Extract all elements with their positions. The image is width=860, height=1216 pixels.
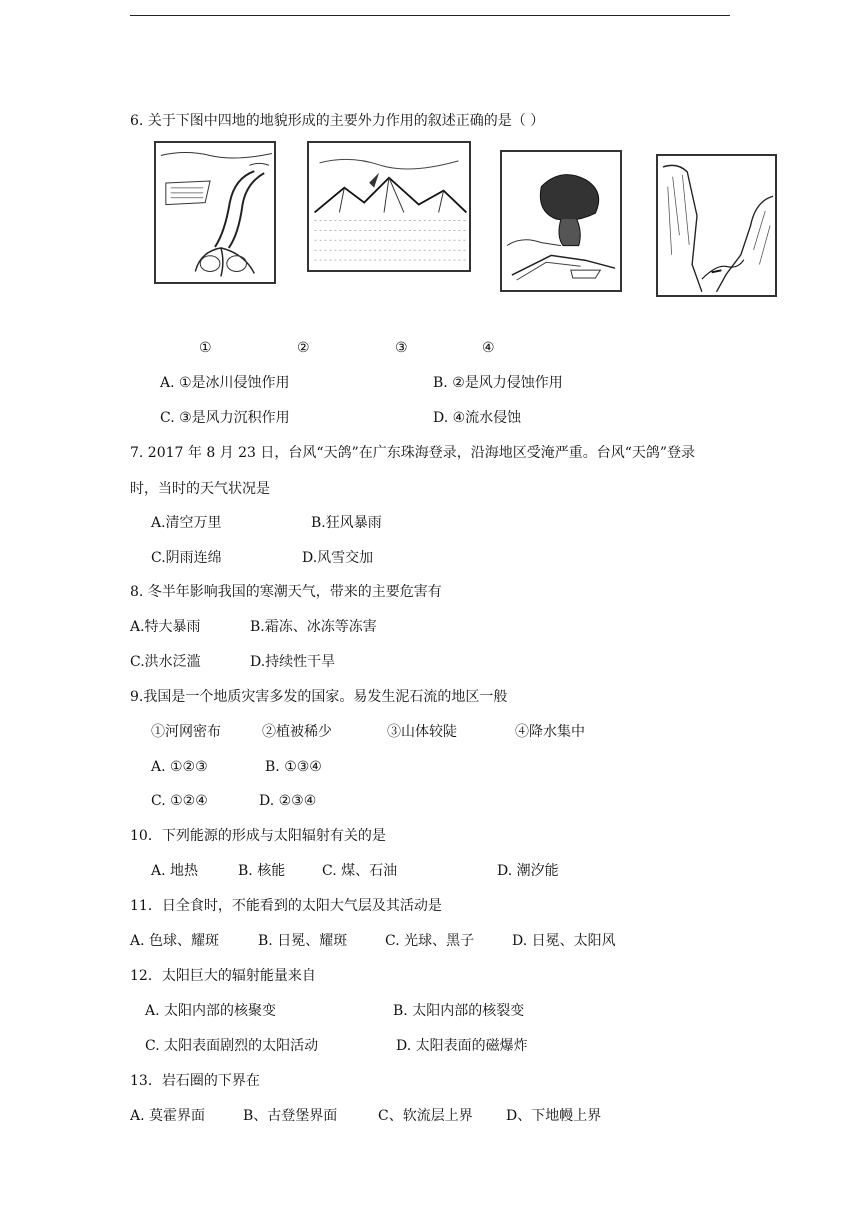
q12-option-a[interactable]: A. 太阳内部的核聚变 xyxy=(145,1003,277,1019)
mushroom-rock-sketch xyxy=(502,152,620,290)
q13-option-c[interactable]: C、软流层上界 xyxy=(378,1108,473,1124)
q12-option-d[interactable]: D. 太阳表面的磁爆炸 xyxy=(396,1038,528,1054)
header-rule xyxy=(130,15,730,16)
q7-stem-line2: 时，当时的天气状况是 xyxy=(130,481,270,497)
q9-item-1: ①河网密布 xyxy=(151,724,221,740)
q6-option-c[interactable]: C. ③是风力沉积作用 xyxy=(160,410,290,426)
q7-option-a[interactable]: A.清空万里 xyxy=(151,515,222,531)
q11-option-d[interactable]: D. 日冕、太阳风 xyxy=(512,933,616,949)
q9-item-3: ③山体较陡 xyxy=(387,724,457,740)
q10-option-a[interactable]: A. 地热 xyxy=(151,863,199,879)
q8-stem: 8. 冬半年影响我国的寒潮天气，带来的主要危害有 xyxy=(130,584,442,600)
q9-option-d[interactable]: D. ②③④ xyxy=(259,793,317,809)
q11-option-a[interactable]: A. 色球、耀斑 xyxy=(130,933,220,949)
q13-option-d[interactable]: D、下地幔上界 xyxy=(506,1108,602,1124)
q10-option-c[interactable]: C. 煤、石油 xyxy=(322,863,398,879)
q12-option-c[interactable]: C. 太阳表面剧烈的太阳活动 xyxy=(145,1038,319,1054)
q9-item-2: ②植被稀少 xyxy=(262,724,332,740)
q10-stem: 10．下列能源的形成与太阳辐射有关的是 xyxy=(130,828,386,844)
q13-stem: 13．岩石圈的下界在 xyxy=(130,1073,260,1089)
landform-figure-1 xyxy=(154,141,276,284)
delta-sketch xyxy=(156,143,274,282)
q9-option-c[interactable]: C. ①②④ xyxy=(151,793,208,809)
q9-option-a[interactable]: A. ①②③ xyxy=(151,759,208,775)
q12-stem: 12．太阳巨大的辐射能量来自 xyxy=(130,968,316,984)
figure-label-4: ④ xyxy=(482,340,495,356)
q7-option-b[interactable]: B.狂风暴雨 xyxy=(311,515,382,531)
q11-option-c[interactable]: C. 光球、黑子 xyxy=(385,933,475,949)
q9-item-4: ④降水集中 xyxy=(515,724,585,740)
canyon-sketch xyxy=(658,156,775,295)
q8-option-a[interactable]: A.特大暴雨 xyxy=(130,619,201,635)
q13-option-b[interactable]: B、古登堡界面 xyxy=(243,1108,338,1124)
q6-stem: 6. 关于下图中四地的地貌形成的主要外力作用的叙述正确的是（ ） xyxy=(130,113,545,129)
q6-option-a[interactable]: A. ①是冰川侵蚀作用 xyxy=(160,375,290,391)
q8-option-c[interactable]: C.洪水泛滥 xyxy=(130,654,201,670)
figure-label-3: ③ xyxy=(395,340,408,356)
q11-stem: 11．日全食时，不能看到的太阳大气层及其活动是 xyxy=(130,898,442,914)
landform-figure-3 xyxy=(500,150,622,292)
q6-option-d[interactable]: D. ④流水侵蚀 xyxy=(433,410,522,426)
q12-option-b[interactable]: B. 太阳内部的核裂变 xyxy=(393,1003,525,1019)
q11-option-b[interactable]: B. 日冕、耀斑 xyxy=(258,933,348,949)
q7-stem-line1: 7. 2017 年 8 月 23 日，台风“天鸽”在广东珠海登录，沿海地区受淹严重。台风“天鸽”登录 xyxy=(130,445,696,461)
q9-stem: 9.我国是一个地质灾害多发的国家。易发生泥石流的地区一般 xyxy=(130,689,508,705)
q7-option-c[interactable]: C.阴雨连绵 xyxy=(151,550,222,566)
q13-option-a[interactable]: A. 莫霍界面 xyxy=(130,1108,206,1124)
q10-option-d[interactable]: D. 潮汐能 xyxy=(497,863,559,879)
q10-option-b[interactable]: B. 核能 xyxy=(238,863,286,879)
landform-figure-4 xyxy=(656,154,777,297)
q7-option-d[interactable]: D.风雪交加 xyxy=(302,550,374,566)
mountain-sketch xyxy=(309,143,469,270)
q9-option-b[interactable]: B. ①③④ xyxy=(265,759,322,775)
q6-option-b[interactable]: B. ②是风力侵蚀作用 xyxy=(433,375,563,391)
figure-label-1: ① xyxy=(199,340,212,356)
q8-option-d[interactable]: D.持续性干旱 xyxy=(250,654,336,670)
q8-option-b[interactable]: B.霜冻、冰冻等冻害 xyxy=(250,619,377,635)
figure-label-2: ② xyxy=(297,340,310,356)
landform-figure-2 xyxy=(307,141,471,272)
